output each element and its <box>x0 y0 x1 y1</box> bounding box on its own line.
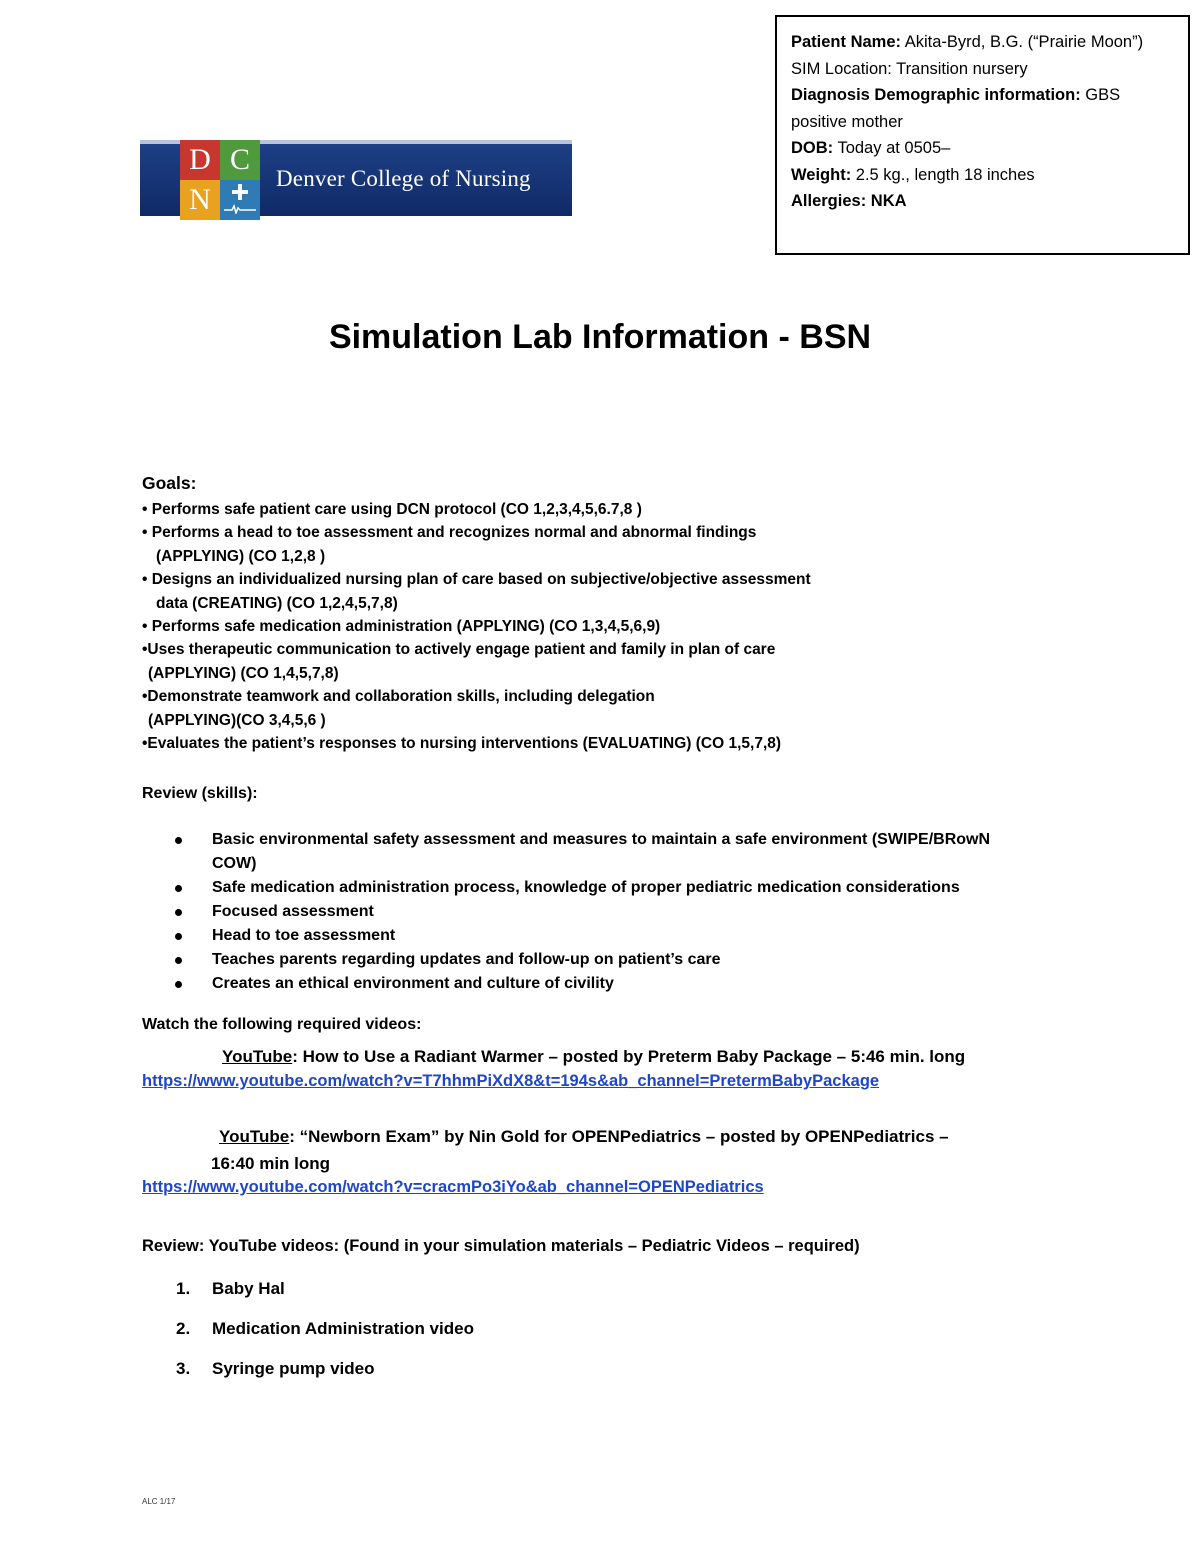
footer-code: ALC 1/17 <box>142 1497 176 1506</box>
goal-line: •Uses therapeutic communication to actively engage patient and family in plan of care <box>142 641 776 659</box>
goal-line: •Evaluates the patient’s responses to nursing interventions (EVALUATING) (CO 1,5,7,8) <box>142 735 782 753</box>
list-item <box>142 876 990 900</box>
goal-line: • Performs safe patient care using DCN protocol (CO 1,2,3,4,5,6.7,8 ) <box>142 501 642 518</box>
goal-line: • Performs safe medication administration (APPLYING) (CO 1,3,4,5,6,9) <box>142 618 661 636</box>
college-name: Denver College of Nursing <box>276 166 531 191</box>
list-item-text: Safe medication administration process, knowledge of proper pediatric medication considerations <box>212 879 960 896</box>
goals-heading: Goals: <box>142 473 197 493</box>
bullet-icon <box>175 885 182 892</box>
review-videos-heading: Review: YouTube videos: (Found in your simulation materials – Pediatric Videos – required) <box>142 1237 860 1255</box>
bullet-icon <box>175 909 182 916</box>
bullet-icon <box>175 933 182 940</box>
list-item <box>142 972 990 996</box>
goal-line: •Demonstrate teamwork and collaboration skills, including delegation <box>142 688 655 706</box>
review-skills-list <box>142 828 990 996</box>
bullet-icon <box>175 957 182 964</box>
goals-list <box>142 498 811 755</box>
logo-letter-c: C <box>220 140 260 180</box>
video-2-desc: : “Newborn Exam” by Nin Gold for OPENPediatrics – posted by OPENPediatrics – <box>289 1127 949 1146</box>
video-1-source: YouTube <box>222 1047 293 1066</box>
list-item-text: Head to toe assessment <box>212 927 396 944</box>
diagnosis-label: Diagnosis Demographic information: <box>791 86 1081 104</box>
review-videos-list <box>142 1276 474 1396</box>
list-item-text: Baby Hal <box>212 1279 285 1298</box>
list-item <box>142 828 990 876</box>
videos-heading: Watch the following required videos: <box>142 1016 422 1033</box>
weight-label: Weight: <box>791 165 852 184</box>
page-title: Simulation Lab Information - BSN <box>328 318 872 356</box>
patient-info-box <box>775 15 1190 255</box>
sim-location-row <box>791 56 1176 83</box>
list-number: 2. <box>176 1319 191 1338</box>
list-item <box>142 948 990 972</box>
dob-label: DOB: <box>791 139 834 157</box>
weight-row <box>791 162 1176 189</box>
list-item-text: Focused assessment <box>212 903 374 920</box>
patient-name-row <box>791 29 1176 56</box>
patient-name-value: Akita-Byrd, B.G. (“Prairie Moon”) <box>901 33 1144 51</box>
allergies-value: NKA <box>866 192 907 210</box>
list-item-text: Creates an ethical environment and culture of civility <box>212 975 614 992</box>
list-item-text: Basic environmental safety assessment and measures to maintain a safe environment (SWIPE/BRowN <box>212 831 991 848</box>
bullet-icon <box>175 837 182 844</box>
logo-letter-d: D <box>180 140 220 180</box>
bullet-icon <box>175 981 182 988</box>
review-skills-heading: Review (skills): <box>142 785 258 802</box>
weight-value: 2.5 kg., length 18 inches <box>851 165 1035 184</box>
list-item <box>142 1316 474 1356</box>
list-item <box>142 1356 474 1396</box>
list-item-text: Teaches parents regarding updates and follow-up on patient’s care <box>212 951 721 968</box>
college-logo <box>140 140 572 216</box>
goal-line: (APPLYING)(CO 3,4,5,6 ) <box>148 711 326 729</box>
goal-line: (APPLYING) (CO 1,2,8 ) <box>156 547 326 565</box>
video-1-title <box>222 1043 965 1070</box>
goal-line: • Designs an individualized nursing plan of care based on subjective/objective assessment <box>142 571 811 589</box>
goal-line: data (CREATING) (CO 1,2,4,5,7,8) <box>156 594 398 612</box>
list-number: 1. <box>176 1279 191 1298</box>
sim-location-value: Transition nursery <box>891 59 1028 78</box>
goal-line: • Performs a head to toe assessment and recognizes normal and abnormal findings <box>142 524 757 542</box>
logo-letter-n: N <box>180 180 220 220</box>
diagnosis-value: GBS positive mother <box>791 86 1121 131</box>
logo-mark <box>180 140 260 220</box>
allergies-label: Allergies: <box>791 192 867 210</box>
list-item <box>142 1276 474 1316</box>
sim-location-label: SIM Location: <box>791 59 892 78</box>
dob-value: Today at 0505– <box>833 139 951 157</box>
list-item <box>142 924 990 948</box>
video-1-desc: : How to Use a Radiant Warmer – posted by Preterm Baby Package – 5:46 min. long <box>292 1047 966 1066</box>
dob-row <box>791 135 1176 162</box>
list-item-text: Medication Administration video <box>212 1319 474 1338</box>
video-2-link[interactable]: https://www.youtube.com/watch?v=cracmPo3iYo&ab_channel=OPENPediatrics <box>142 1178 764 1196</box>
medical-cross-icon <box>220 180 260 220</box>
video-2-source: YouTube <box>219 1127 290 1146</box>
video-1-link[interactable]: https://www.youtube.com/watch?v=T7hhmPiXdX8&t=194s&ab_channel=PretermBabyPackage <box>142 1072 880 1090</box>
list-item-text: Syringe pump video <box>212 1359 375 1378</box>
list-item-text: COW) <box>212 855 257 872</box>
diagnosis-row <box>791 82 1176 135</box>
patient-name-label: Patient Name: <box>791 33 902 51</box>
allergies-row <box>791 188 1176 215</box>
list-item <box>142 900 990 924</box>
video-2-length: 16:40 min long <box>211 1154 331 1173</box>
list-number: 3. <box>176 1359 191 1378</box>
video-2-title <box>219 1123 949 1150</box>
goal-line: (APPLYING) (CO 1,4,5,7,8) <box>148 664 339 682</box>
